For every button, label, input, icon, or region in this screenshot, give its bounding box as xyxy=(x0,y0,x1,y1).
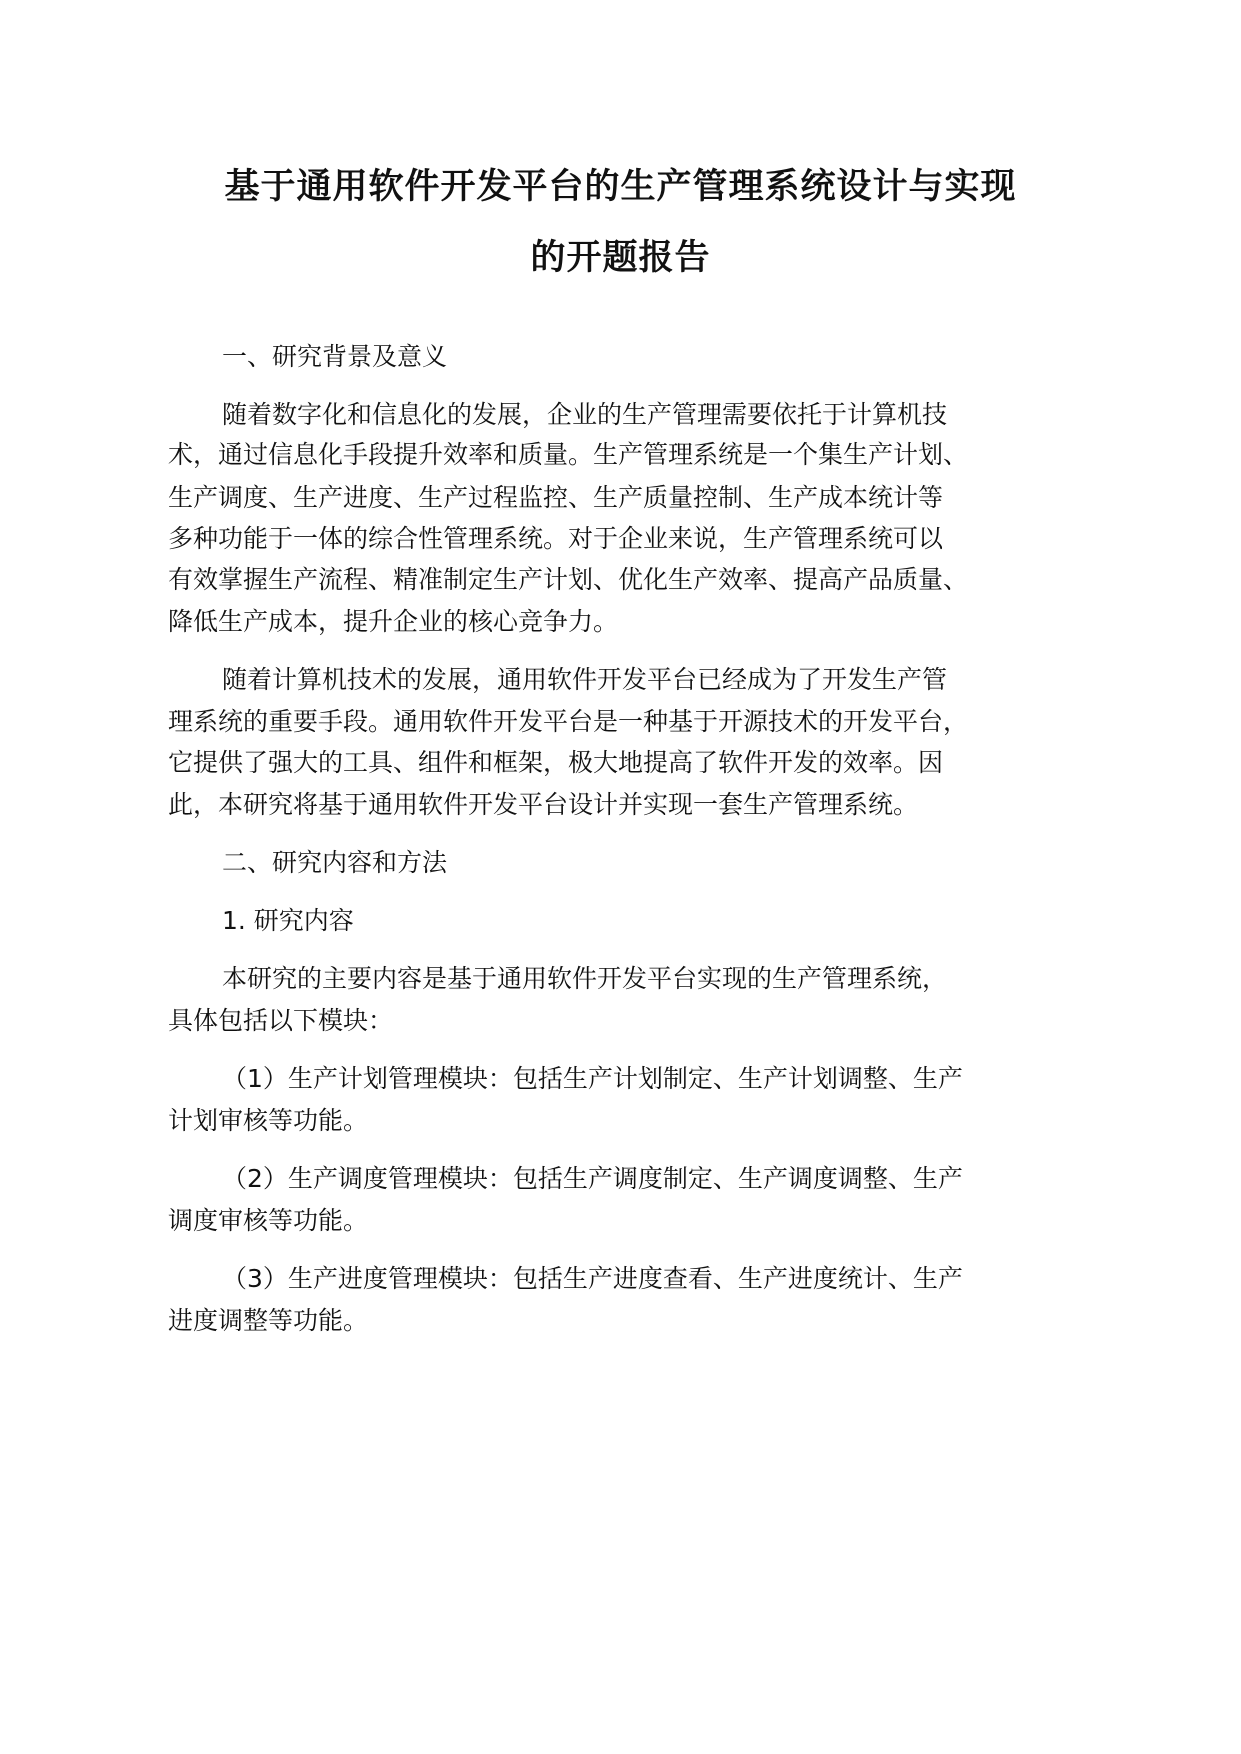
paragraph-line: 术，通过信息化手段提升效率和质量。生产管理系统是一个集生产计划、 xyxy=(168,440,969,469)
list-item: （3）生产进度管理模块：包括生产进度查看、生产进度统计、生产 xyxy=(222,1264,963,1293)
paragraph-line: 生产调度、生产进度、生产过程监控、生产质量控制、生产成本统计等 xyxy=(168,483,944,512)
document-title-line-2: 的开题报告 xyxy=(530,238,711,278)
list-item-continuation: 进度调整等功能。 xyxy=(168,1306,369,1335)
list-item: （1）生产计划管理模块：包括生产计划制定、生产计划调整、生产 xyxy=(222,1064,963,1093)
list-item-continuation: 调度审核等功能。 xyxy=(168,1206,369,1235)
paragraph-line: 本研究的主要内容是基于通用软件开发平台实现的生产管理系统， xyxy=(222,964,948,993)
paragraph-line: 它提供了强大的工具、组件和框架，极大地提高了软件开发的效率。因 xyxy=(168,748,944,777)
paragraph-line: 随着计算机技术的发展，通用软件开发平台已经成为了开发生产管 xyxy=(222,665,948,694)
paragraph-line: 具体包括以下模块： xyxy=(168,1006,394,1035)
section-heading-background: 一、研究背景及意义 xyxy=(222,342,448,371)
paragraph-line: 随着数字化和信息化的发展，企业的生产管理需要依托于计算机技 xyxy=(222,400,948,429)
list-item: （2）生产调度管理模块：包括生产调度制定、生产调度调整、生产 xyxy=(222,1164,963,1193)
subsection-heading-research-content: 1. 研究内容 xyxy=(222,906,354,935)
paragraph-line: 有效掌握生产流程、精准制定生产计划、优化生产效率、提高产品质量、 xyxy=(168,565,969,594)
list-item-continuation: 计划审核等功能。 xyxy=(168,1106,369,1135)
document-title-line-1: 基于通用软件开发平台的生产管理系统设计与实现 xyxy=(224,167,1017,207)
paragraph-line: 此，本研究将基于通用软件开发平台设计并实现一套生产管理系统。 xyxy=(168,790,919,819)
paragraph-line: 理系统的重要手段。通用软件开发平台是一种基于开源技术的开发平台， xyxy=(168,707,969,736)
paragraph-line: 多种功能于一体的综合性管理系统。对于企业来说，生产管理系统可以 xyxy=(168,524,944,553)
paragraph-line: 降低生产成本，提升企业的核心竞争力。 xyxy=(168,607,619,636)
section-heading-content-methods: 二、研究内容和方法 xyxy=(222,848,448,877)
